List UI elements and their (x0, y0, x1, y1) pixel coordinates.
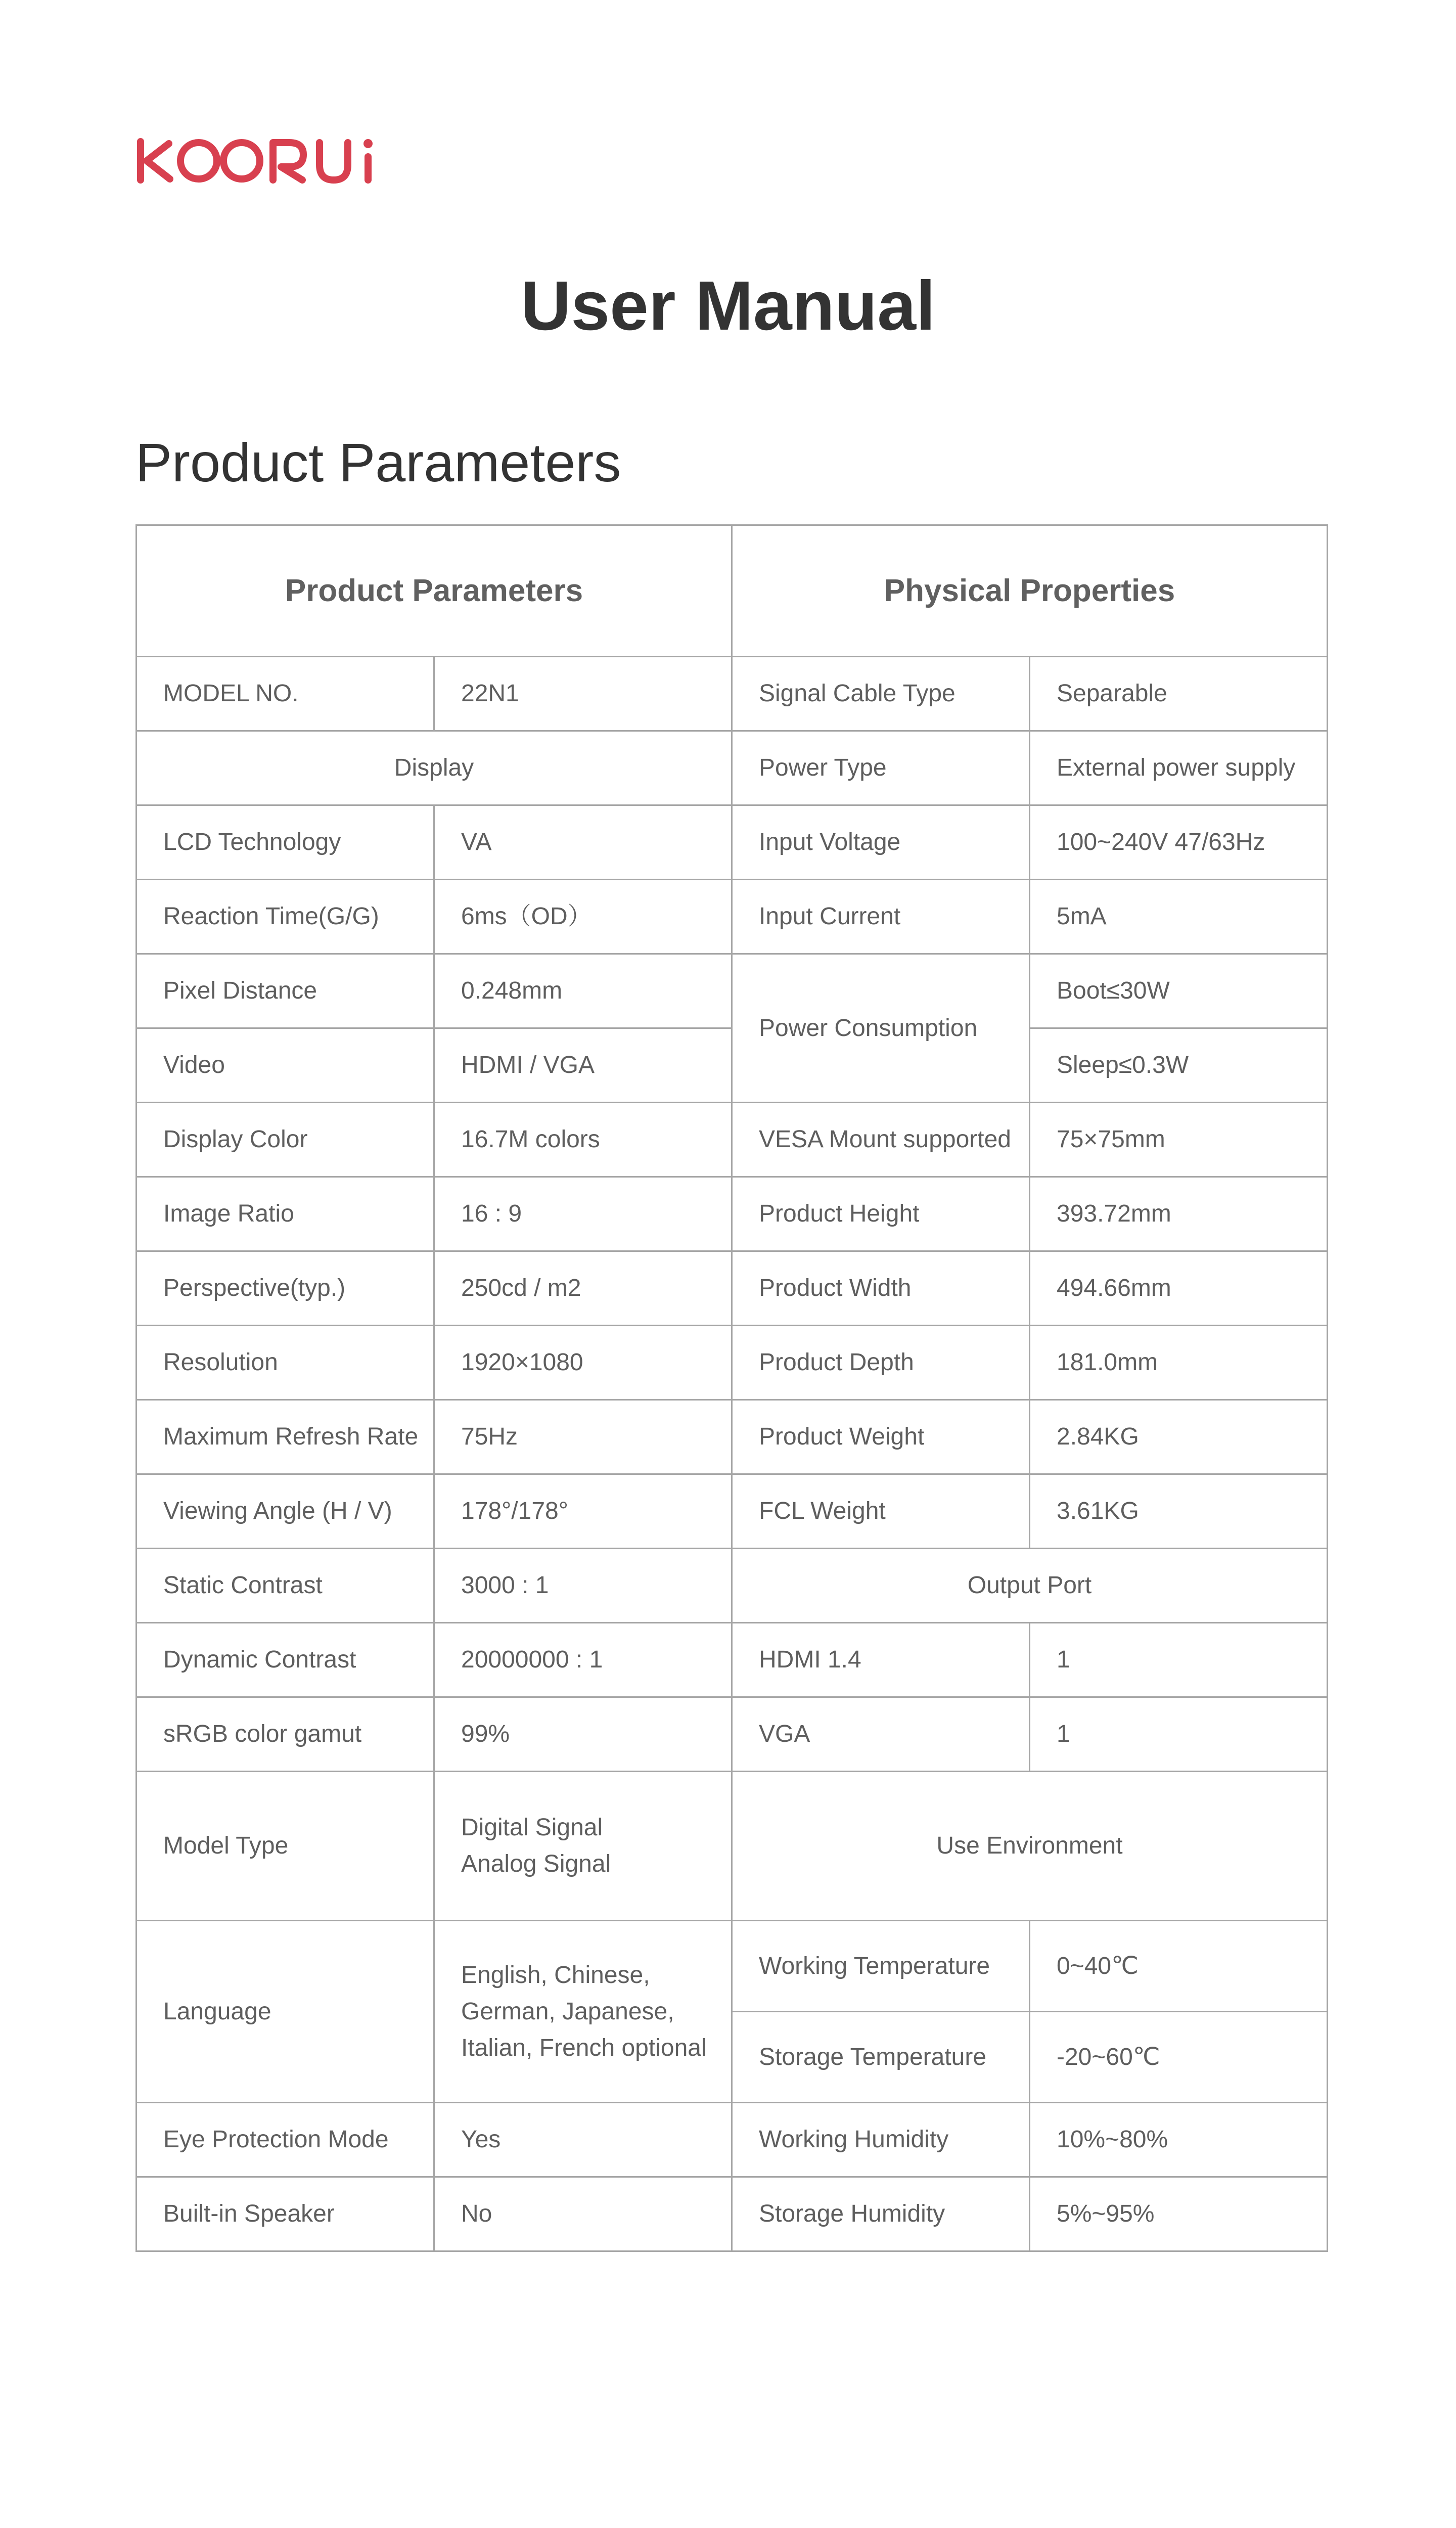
table-row (136, 1326, 1328, 1400)
vesa-label: VESA Mount supported (732, 1103, 1030, 1177)
section-title: Product Parameters (135, 432, 621, 493)
table-row (136, 1400, 1328, 1474)
product-parameters-table (135, 524, 1328, 2252)
table-row (136, 1103, 1328, 1177)
product-weight-label: Product Weight (732, 1400, 1030, 1474)
dynamic-contrast-label: Dynamic Contrast (136, 1623, 434, 1697)
viewing-angle-value: 178°/178° (434, 1474, 732, 1549)
image-ratio-label: Image Ratio (136, 1177, 434, 1251)
model-type-label: Model Type (136, 1772, 434, 1921)
input-current-label: Input Current (732, 880, 1030, 954)
hdmi-label: HDMI 1.4 (732, 1623, 1030, 1697)
eye-protection-label: Eye Protection Mode (136, 2103, 434, 2177)
table-row (136, 1474, 1328, 1549)
working-temperature-value: 0~40℃ (1030, 1921, 1328, 2012)
perspective-value: 250cd / m2 (434, 1251, 732, 1326)
storage-temperature-value: -20~60℃ (1030, 2012, 1328, 2103)
vga-value: 1 (1030, 1697, 1328, 1772)
dynamic-contrast-value: 20000000 : 1 (434, 1623, 732, 1697)
display-color-value: 16.7M colors (434, 1103, 732, 1177)
table-row (136, 1251, 1328, 1326)
resolution-label: Resolution (136, 1326, 434, 1400)
signal-cable-label: Signal Cable Type (732, 657, 1030, 731)
product-depth-value: 181.0mm (1030, 1326, 1328, 1400)
input-voltage-value: 100~240V 47/63Hz (1030, 805, 1328, 880)
table-row (136, 954, 1328, 1028)
image-ratio-value: 16 : 9 (434, 1177, 732, 1251)
vga-label: VGA (732, 1697, 1030, 1772)
built-in-speaker-label: Built-in Speaker (136, 2177, 434, 2251)
table-row (136, 2103, 1328, 2177)
fcl-weight-value: 3.61KG (1030, 1474, 1328, 1549)
table-row (136, 1177, 1328, 1251)
power-sleep-value: Sleep≤0.3W (1030, 1028, 1328, 1103)
use-environment-subheader: Use Environment (732, 1772, 1328, 1921)
built-in-speaker-value: No (434, 2177, 732, 2251)
product-width-label: Product Width (732, 1251, 1030, 1326)
document-title: User Manual (520, 267, 936, 345)
input-voltage-label: Input Voltage (732, 805, 1030, 880)
perspective-label: Perspective(typ.) (136, 1251, 434, 1326)
language-label: Language (136, 1921, 434, 2103)
output-port-subheader: Output Port (732, 1549, 1328, 1623)
model-type-value-line: Analog Signal (461, 1850, 611, 1877)
power-type-value: External power supply (1030, 731, 1328, 805)
model-type-value (434, 1772, 732, 1921)
static-contrast-value: 3000 : 1 (434, 1549, 732, 1623)
lcd-technology-value: VA (434, 805, 732, 880)
srgb-label: sRGB color gamut (136, 1697, 434, 1772)
working-temperature-label: Working Temperature (732, 1921, 1030, 2012)
table-row (136, 1697, 1328, 1772)
table-row (136, 2177, 1328, 2251)
pixel-distance-label: Pixel Distance (136, 954, 434, 1028)
power-boot-value: Boot≤30W (1030, 954, 1328, 1028)
product-depth-label: Product Depth (732, 1326, 1030, 1400)
product-parameters-header: Product Parameters (136, 525, 732, 657)
reaction-time-label: Reaction Time(G/G) (136, 880, 434, 954)
table-row (136, 805, 1328, 880)
resolution-value: 1920×1080 (434, 1326, 732, 1400)
storage-humidity-value: 5%~95% (1030, 2177, 1328, 2251)
physical-properties-header: Physical Properties (732, 525, 1328, 657)
table-row (136, 1549, 1328, 1623)
reaction-time-value: 6ms（OD） (434, 880, 732, 954)
language-value-line: Italian, French optional (461, 2034, 707, 2061)
language-value-line: German, Japanese, (461, 1998, 674, 2025)
table-row (136, 657, 1328, 731)
srgb-value: 99% (434, 1697, 732, 1772)
fcl-weight-label: FCL Weight (732, 1474, 1030, 1549)
koorui-logo (135, 137, 381, 185)
input-current-value: 5mA (1030, 880, 1328, 954)
product-width-value: 494.66mm (1030, 1251, 1328, 1326)
eye-protection-value: Yes (434, 2103, 732, 2177)
table-header-row (136, 525, 1328, 657)
storage-humidity-label: Storage Humidity (732, 2177, 1030, 2251)
model-type-value-line: Digital Signal (461, 1814, 603, 1841)
power-type-label: Power Type (732, 731, 1030, 805)
table-row (136, 1623, 1328, 1697)
table-row (136, 880, 1328, 954)
signal-cable-value: Separable (1030, 657, 1328, 731)
refresh-rate-label: Maximum Refresh Rate (136, 1400, 434, 1474)
model-label: MODEL NO. (136, 657, 434, 731)
display-subheader: Display (136, 731, 732, 805)
power-consumption-label: Power Consumption (732, 954, 1030, 1103)
working-humidity-value: 10%~80% (1030, 2103, 1328, 2177)
static-contrast-label: Static Contrast (136, 1549, 434, 1623)
vesa-value: 75×75mm (1030, 1103, 1328, 1177)
product-height-value: 393.72mm (1030, 1177, 1328, 1251)
table-row (136, 731, 1328, 805)
pixel-distance-value: 0.248mm (434, 954, 732, 1028)
display-color-label: Display Color (136, 1103, 434, 1177)
table-row (136, 1772, 1328, 1921)
viewing-angle-label: Viewing Angle (H / V) (136, 1474, 434, 1549)
hdmi-value: 1 (1030, 1623, 1328, 1697)
product-height-label: Product Height (732, 1177, 1030, 1251)
storage-temperature-label: Storage Temperature (732, 2012, 1030, 2103)
language-value-line: English, Chinese, (461, 1961, 650, 1989)
video-label: Video (136, 1028, 434, 1103)
refresh-rate-value: 75Hz (434, 1400, 732, 1474)
model-value: 22N1 (434, 657, 732, 731)
table-row (136, 1921, 1328, 2012)
lcd-technology-label: LCD Technology (136, 805, 434, 880)
language-value (434, 1921, 732, 2103)
working-humidity-label: Working Humidity (732, 2103, 1030, 2177)
product-weight-value: 2.84KG (1030, 1400, 1328, 1474)
video-value: HDMI / VGA (434, 1028, 732, 1103)
